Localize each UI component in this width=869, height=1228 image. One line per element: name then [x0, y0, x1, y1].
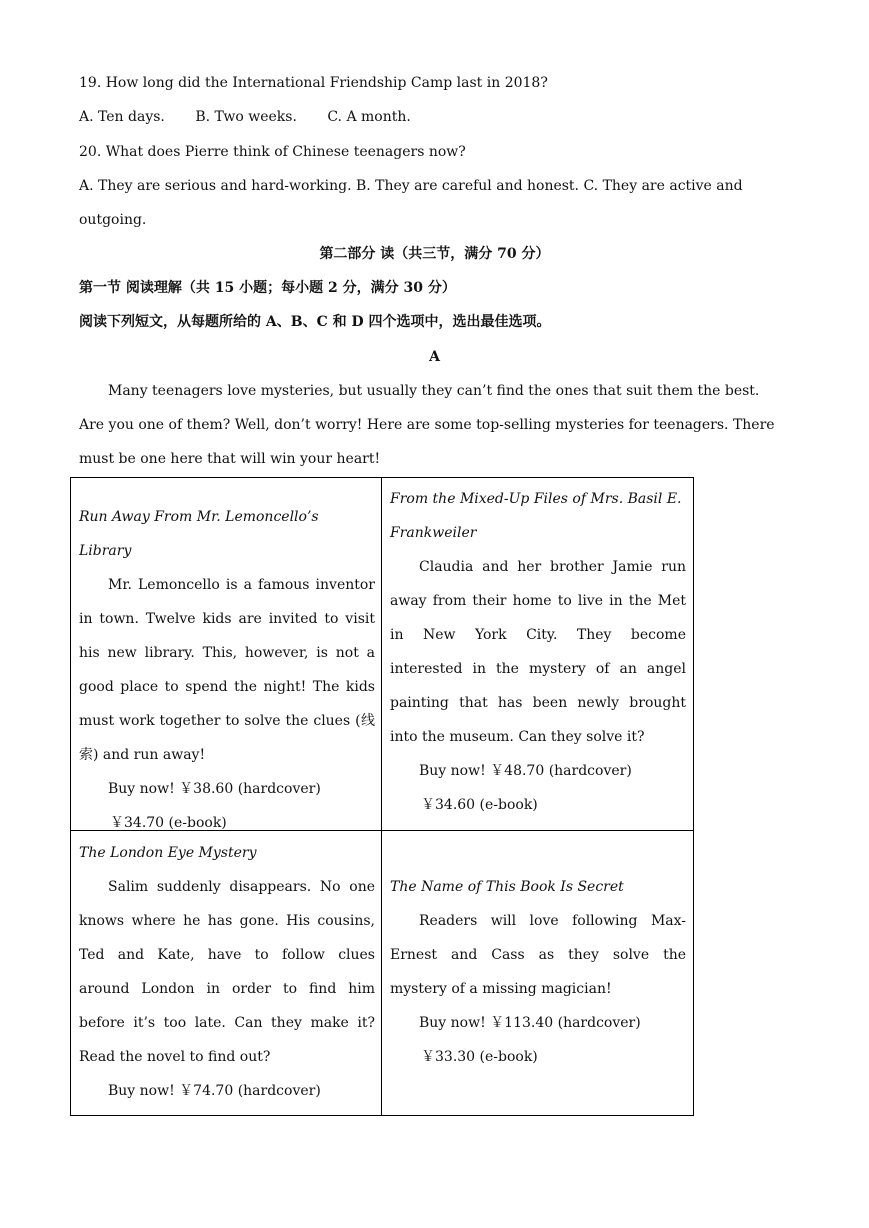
book-cell-frankweiler: [390, 482, 686, 822]
book-description: Readers will love following Max-Ernest and Cass as they solve the mystery of a missing magician!: [390, 913, 686, 997]
book-description: Salim suddenly disappears. No one knows where he has gone. His cousins, Ted and Kate, have to follow clues around London in order to find him before it’s too late. Can they make it? Read the novel to find out?: [79, 879, 375, 1065]
intro-line-3: must be one here that will win your heart!: [79, 451, 381, 467]
question-19-stem: 19. How long did the International Friendship Camp last in 2018?: [79, 75, 548, 91]
option-c: C. A month.: [327, 109, 411, 125]
book-title: The London Eye Mystery: [79, 845, 257, 861]
book-description: Mr. Lemoncello is a famous inventor in town. Twelve kids are invited to visit his new library. This, however, is not a good place to spend the night! The kids must work together to solve the clues (线索) and run away!: [79, 577, 375, 763]
question-20-stem: 20. What does Pierre think of Chinese teenagers now?: [79, 144, 466, 160]
book-title: The Name of This Book Is Secret: [390, 879, 624, 895]
question-20-options-line2: outgoing.: [79, 212, 147, 228]
option-b: B. Two weeks.: [195, 109, 297, 125]
option-a: A. Ten days.: [79, 109, 165, 125]
book-price-hardcover: Buy now! ￥38.60 (hardcover): [108, 781, 321, 797]
book-price-ebook: ￥33.30 (e-book): [421, 1049, 538, 1065]
passage-label: A: [429, 349, 440, 365]
question-20-options-line1: A. They are serious and hard-working. B. They are careful and honest. C. They are active and: [79, 178, 743, 194]
book-price-ebook: ￥34.70 (e-book): [110, 815, 227, 831]
book-price-hardcover: Buy now! ￥74.70 (hardcover): [108, 1083, 321, 1099]
intro-line-2: Are you one of them? Well, don’t worry! Here are some top-selling mysteries for teenagers. There: [79, 417, 775, 433]
book-cell-name-secret: [390, 870, 686, 1074]
instruction: 阅读下列短文，从每题所给的 A、B、C 和 D 四个选项中，选出最佳选项。: [79, 314, 551, 330]
intro-line-1: Many teenagers love mysteries, but usually they can’t find the ones that suit them the best.: [108, 383, 760, 399]
book-price-ebook: ￥34.60 (e-book): [421, 797, 538, 813]
book-price-hardcover: Buy now! ￥48.70 (hardcover): [419, 763, 632, 779]
book-cell-lemoncello: [79, 500, 375, 840]
book-price-hardcover: Buy now! ￥113.40 (hardcover): [419, 1015, 641, 1031]
book-title: From the Mixed-Up Files of Mrs. Basil E. Frankweiler: [390, 491, 682, 541]
book-title: Run Away From Mr. Lemoncello’s Library: [79, 509, 319, 559]
book-table: [70, 477, 694, 1116]
book-description: Claudia and her brother Jamie run away from their home to live in the Met in New York City. They become interested in the mystery of an angel painting that has been newly brought into the museum. Can they solve it?: [390, 559, 686, 745]
table-divider-vertical: [381, 478, 382, 1115]
part-title: 第二部分 读（共三节，满分 70 分）: [319, 246, 550, 262]
question-19-options: [79, 107, 437, 127]
section-title: 第一节 阅读理解（共 15 小题；每小题 2 分，满分 30 分）: [79, 280, 456, 296]
book-cell-london-eye: [79, 836, 375, 1108]
